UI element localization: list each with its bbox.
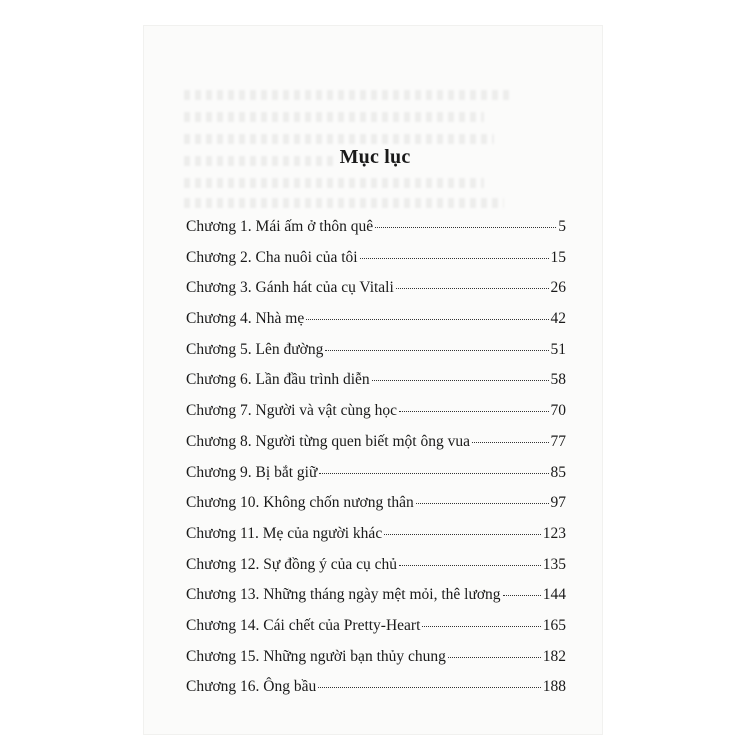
toc-entry — [186, 310, 566, 341]
toc-entry — [186, 678, 566, 709]
toc-entry-page: 182 — [542, 647, 566, 665]
toc-entry-page: 51 — [550, 340, 566, 358]
dot-leader — [472, 442, 549, 443]
dot-leader — [360, 258, 549, 259]
toc-entry — [186, 341, 566, 372]
toc-entry-label: Chương 16. Ông bầu — [186, 678, 317, 696]
toc-entry-label: Chương 1. Mái ấm ở thôn quê — [186, 218, 374, 235]
toc-entry-label: Chương 13. Những tháng ngày mệt mỏi, thê lương — [186, 586, 501, 604]
toc-entry-page: 77 — [550, 432, 566, 450]
toc-entry-page: 70 — [550, 402, 566, 420]
toc-entry-label: Chương 15. Những người bạn thủy chung — [186, 647, 446, 665]
toc-entry-label: Chương 6. Lần đầu trình diễn — [186, 371, 370, 389]
dot-leader — [396, 288, 549, 289]
toc-entry — [186, 525, 566, 556]
bleed-through-line — [184, 198, 504, 208]
toc-entry-page: 135 — [542, 555, 566, 573]
toc-entry-label: Chương 8. Người từng quen biết một ông vua — [186, 432, 470, 450]
bleed-through-line — [184, 178, 484, 188]
page-title: Mục lục — [339, 146, 411, 168]
toc-entry-label: Chương 5. Lên đường — [186, 340, 324, 358]
toc-entry — [186, 586, 566, 617]
toc-entry — [186, 218, 566, 249]
toc-entry-label: Chương 12. Sự đồng ý của cụ chủ — [186, 555, 397, 573]
toc-entry-page: 123 — [542, 524, 566, 542]
dot-leader — [306, 319, 548, 320]
toc-entry — [186, 464, 566, 495]
toc-entry-page: 58 — [550, 371, 566, 389]
toc-entry-label: Chương 3. Gánh hát của cụ Vitali — [186, 279, 394, 297]
toc-entry — [186, 648, 566, 679]
toc-entry — [186, 433, 566, 464]
toc-entry-page: 165 — [542, 616, 566, 634]
dot-leader — [503, 595, 541, 596]
dot-leader — [375, 227, 556, 228]
toc-entry-page: 5 — [558, 218, 566, 235]
toc-entry — [186, 556, 566, 587]
toc-entry-label: Chương 9. Bị bắt giữ — [186, 463, 318, 481]
dot-leader — [422, 626, 540, 627]
toc-entry-page: 42 — [550, 310, 566, 328]
toc-entry-page: 85 — [550, 463, 566, 481]
toc-entry-label: Chương 2. Cha nuôi của tôi — [186, 248, 358, 266]
toc-entry — [186, 494, 566, 525]
toc-entry-label: Chương 7. Người và vật cùng học — [186, 402, 397, 420]
toc-entry-label: Chương 11. Mẹ của người khác — [186, 524, 383, 542]
dot-leader — [319, 473, 548, 474]
dot-leader — [318, 687, 540, 688]
toc-entry-page: 26 — [550, 279, 566, 297]
dot-leader — [399, 411, 549, 412]
toc-entry-page: 15 — [550, 248, 566, 266]
toc-entry — [186, 617, 566, 648]
dot-leader — [372, 380, 549, 381]
toc-entry-page: 188 — [542, 678, 566, 696]
toc-entry-label: Chương 4. Nhà mẹ — [186, 310, 305, 328]
dot-leader — [416, 503, 549, 504]
toc-entry-label: Chương 14. Cái chết của Pretty-Heart — [186, 616, 421, 634]
toc-entry — [186, 402, 566, 433]
toc-entry-page: 97 — [550, 494, 566, 512]
toc-entry-page: 144 — [542, 586, 566, 604]
dot-leader — [399, 565, 541, 566]
dot-leader — [448, 657, 541, 658]
bleed-through-line — [184, 90, 514, 100]
dot-leader — [325, 350, 548, 351]
bleed-through-line — [184, 112, 484, 122]
dot-leader — [384, 534, 541, 535]
toc-entry — [186, 249, 566, 280]
bleed-through-line — [184, 134, 494, 144]
table-of-contents — [186, 218, 566, 709]
toc-entry — [186, 371, 566, 402]
toc-entry — [186, 279, 566, 310]
toc-entry-label: Chương 10. Không chốn nương thân — [186, 494, 414, 512]
